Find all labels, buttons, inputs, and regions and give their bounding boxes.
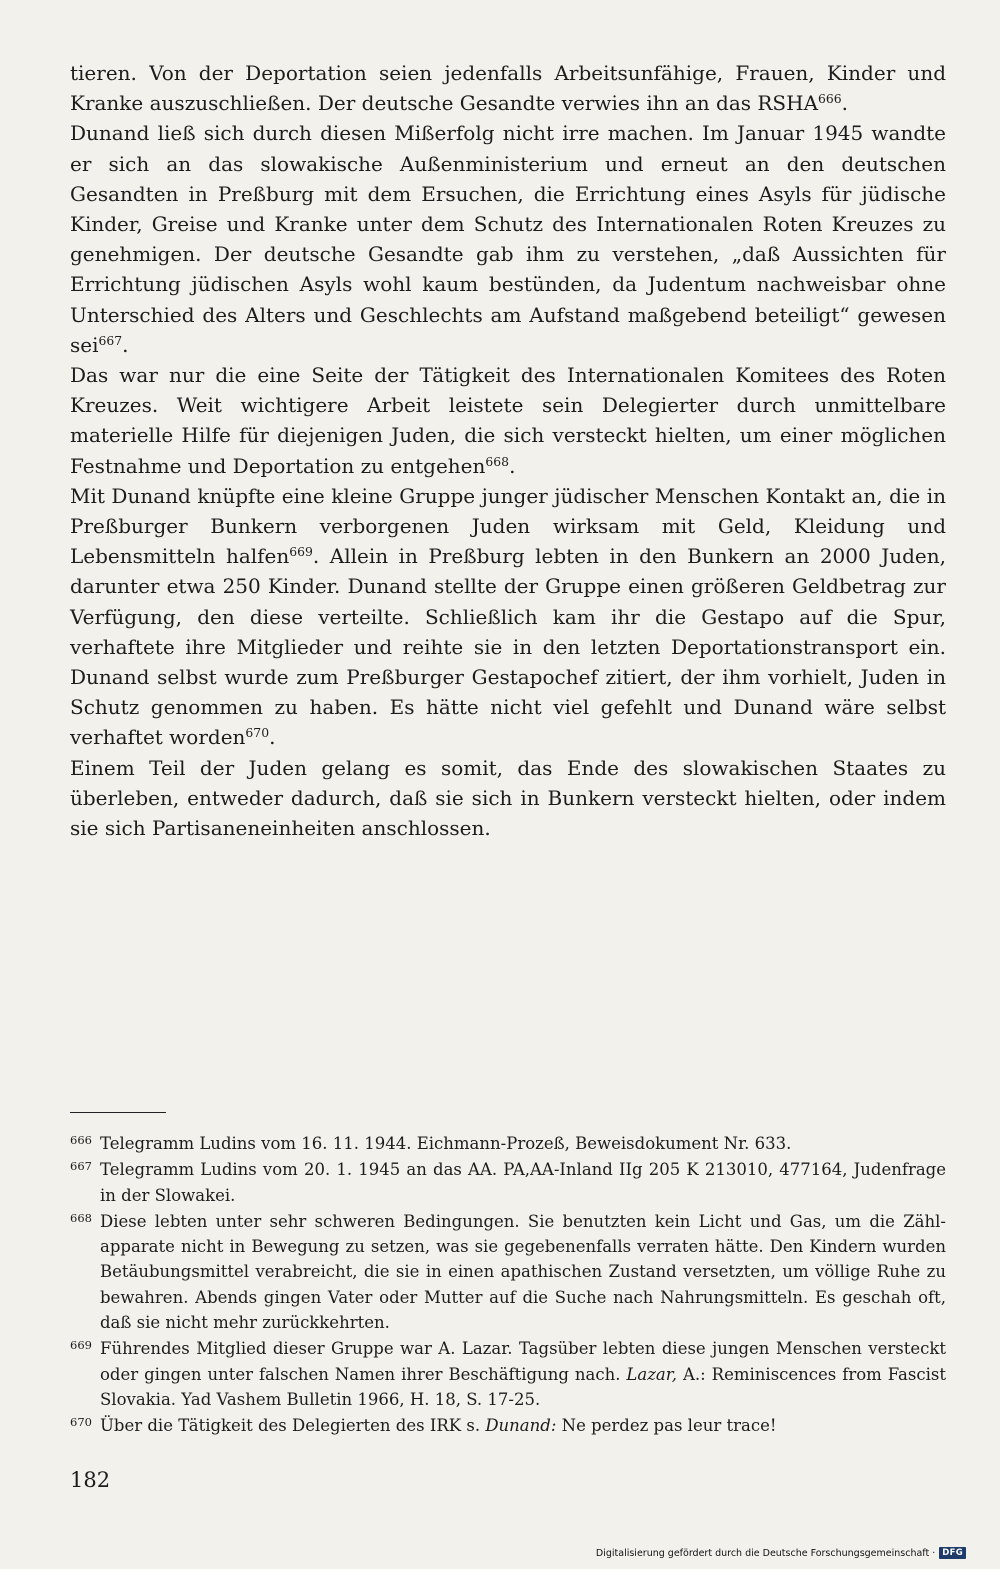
footnote-reference: 669	[289, 544, 313, 560]
text-run: Führendes Mitglied dieser Gruppe war A. Lazar. Tagsüber lebten diese jungen Menschen versteckt oder gingen unter falschen Namen ihrer Beschäftigung nach.	[100, 1339, 946, 1384]
footnote-reference: 668	[485, 453, 510, 469]
dfg-logo-icon: DFG	[939, 1547, 966, 1559]
digitization-footer	[596, 1547, 966, 1559]
footnote-reference: 666	[818, 91, 842, 107]
footnote	[70, 1157, 946, 1208]
footnote-number: 668	[70, 1210, 92, 1225]
body-paragraph	[70, 58, 946, 118]
text-run: Telegramm Ludins vom 20. 1. 1945 an das AA. PA,AA-Inland IIg 205 K 213010, 477164, Judenfrage in der Slowakei.	[100, 1160, 946, 1205]
footnote-reference: 670	[245, 725, 270, 741]
text-run: Einem Teil der Juden gelang es somit, das Ende des slowakischen Staates zu überleben, entweder dadurch, daß sie sich in Bunkern versteckt hielten, oder indem sie sich Partisaneneinheiten anschlossen.	[70, 755, 946, 841]
footnote	[70, 1336, 946, 1412]
text-run: Das war nur die eine Seite der Tätigkeit des Internationalen Komitees des Roten Kreuzes. Weit wichtigere Arbeit leistete sein Delegierter durch unmittelbare materielle Hilfe für diejenigen Juden, die sich versteckt hielten, um einer möglichen Festnahme und Deportation zu entgehen	[70, 363, 946, 478]
footnote-number: 670	[70, 1415, 92, 1430]
body-paragraph	[70, 360, 946, 481]
footnote-separator	[70, 1112, 166, 1113]
text-run: Über die Tätigkeit des Delegierten des IRK s.	[100, 1416, 486, 1436]
footnote-number: 667	[70, 1159, 92, 1174]
footnote-number: 669	[70, 1338, 92, 1353]
footnote	[70, 1131, 946, 1156]
page-number: 182	[70, 1468, 111, 1492]
footnote-number: 666	[70, 1133, 92, 1147]
italic-author-name: Lazar,	[626, 1364, 678, 1384]
body-paragraph	[70, 118, 946, 360]
text-run: .	[509, 453, 516, 478]
footnote	[70, 1209, 946, 1335]
text-run: .	[269, 725, 276, 750]
main-text	[70, 58, 946, 843]
body-paragraph	[70, 753, 946, 844]
text-run: Mit Dunand knüpfte eine kleine Gruppe junger jüdischer Menschen Kontakt an, die in Preßburger Bunkern verborgenen Juden wirksam mit Geld, Kleidung und Lebensmitteln halfen	[70, 483, 946, 569]
text-run: .	[841, 91, 849, 116]
text-run: Dunand ließ sich durch diesen Mißerfolg nicht irre machen. Im Januar 1945 wandte er sich an das slowakische Außenministerium und erneut an den deutschen Gesandten in Preßburg mit dem Ersuchen, die Errichtung eines Asyls für jüdische Kinder, Greise und Kranke unter dem Schutz des Internationalen Roten Kreuzes zu genehmigen. Der deutsche Gesandte gab ihm zu verstehen, „daß Aussichten für Errichtung jüdischen Asyls wohl kaum bestünden, da Judentum nachweisbar ohne Unterschied des Alters und Geschlechts am Aufstand maßgebend beteiligt“ gewesen sei	[70, 121, 946, 357]
body-paragraph	[70, 481, 946, 753]
text-run: A.: Reminiscences from Fascist Slovakia. Yad Vashem Bulletin 1966, H. 18, S. 17-25.	[100, 1364, 946, 1409]
text-run: .	[122, 332, 129, 357]
text-run: Diese lebten unter sehr schweren Bedingungen. Sie benutzten kein Licht und Gas, um die Zählapparate nicht in Bewegung zu setzen, was sie gegebenenfalls verraten hätte. Den Kindern wurden Betäubungsmittel verabreicht, die sie in einen apathischen Zustand versetzten, um völlige Ruhe zu bewahren. Abends gingen Vater oder Mutter auf die Suche nach Nahrungsmitteln. Es geschah oft, daß sie nicht mehr zurückkehrten.	[100, 1211, 946, 1333]
text-run: Telegramm Ludins vom 16. 11. 1944. Eichmann-Prozeß, Beweisdokument Nr. 633.	[100, 1134, 792, 1153]
footer-text: Digitalisierung gefördert durch die Deutsche Forschungsgemeinschaft ·	[595, 1547, 936, 1559]
footnote	[70, 1413, 946, 1438]
text-run: . Allein in Preßburg lebten in den Bunkern an 2000 Juden, darunter etwa 250 Kinder. Dunand stellte der Gruppe einen größeren Geldbetrag zur Verfügung, den diese verteilte. Schließlich kam ihr die Gestapo auf die Spur, verhaftete ihre Mitglieder und reihte sie in den letzten Deportationstransport ein. Dunand selbst wurde zum Preßburger Gestapochef zitiert, der ihm vorhielt, Juden in Schutz genommen zu haben. Es hätte nicht viel gefehlt und Dunand wäre selbst verhaftet worden	[70, 544, 946, 750]
footnotes	[70, 1131, 946, 1440]
text-run: tieren. Von der Deportation seien jedenfalls Arbeitsunfähige, Frauen, Kinder und Kranke auszuschließen. Der deutsche Gesandte verwies ihn an das RSHA	[70, 61, 946, 116]
text-run: Ne perdez pas leur trace!	[556, 1416, 777, 1436]
footnote-reference: 667	[98, 333, 123, 349]
italic-author-name: Dunand:	[485, 1416, 557, 1436]
